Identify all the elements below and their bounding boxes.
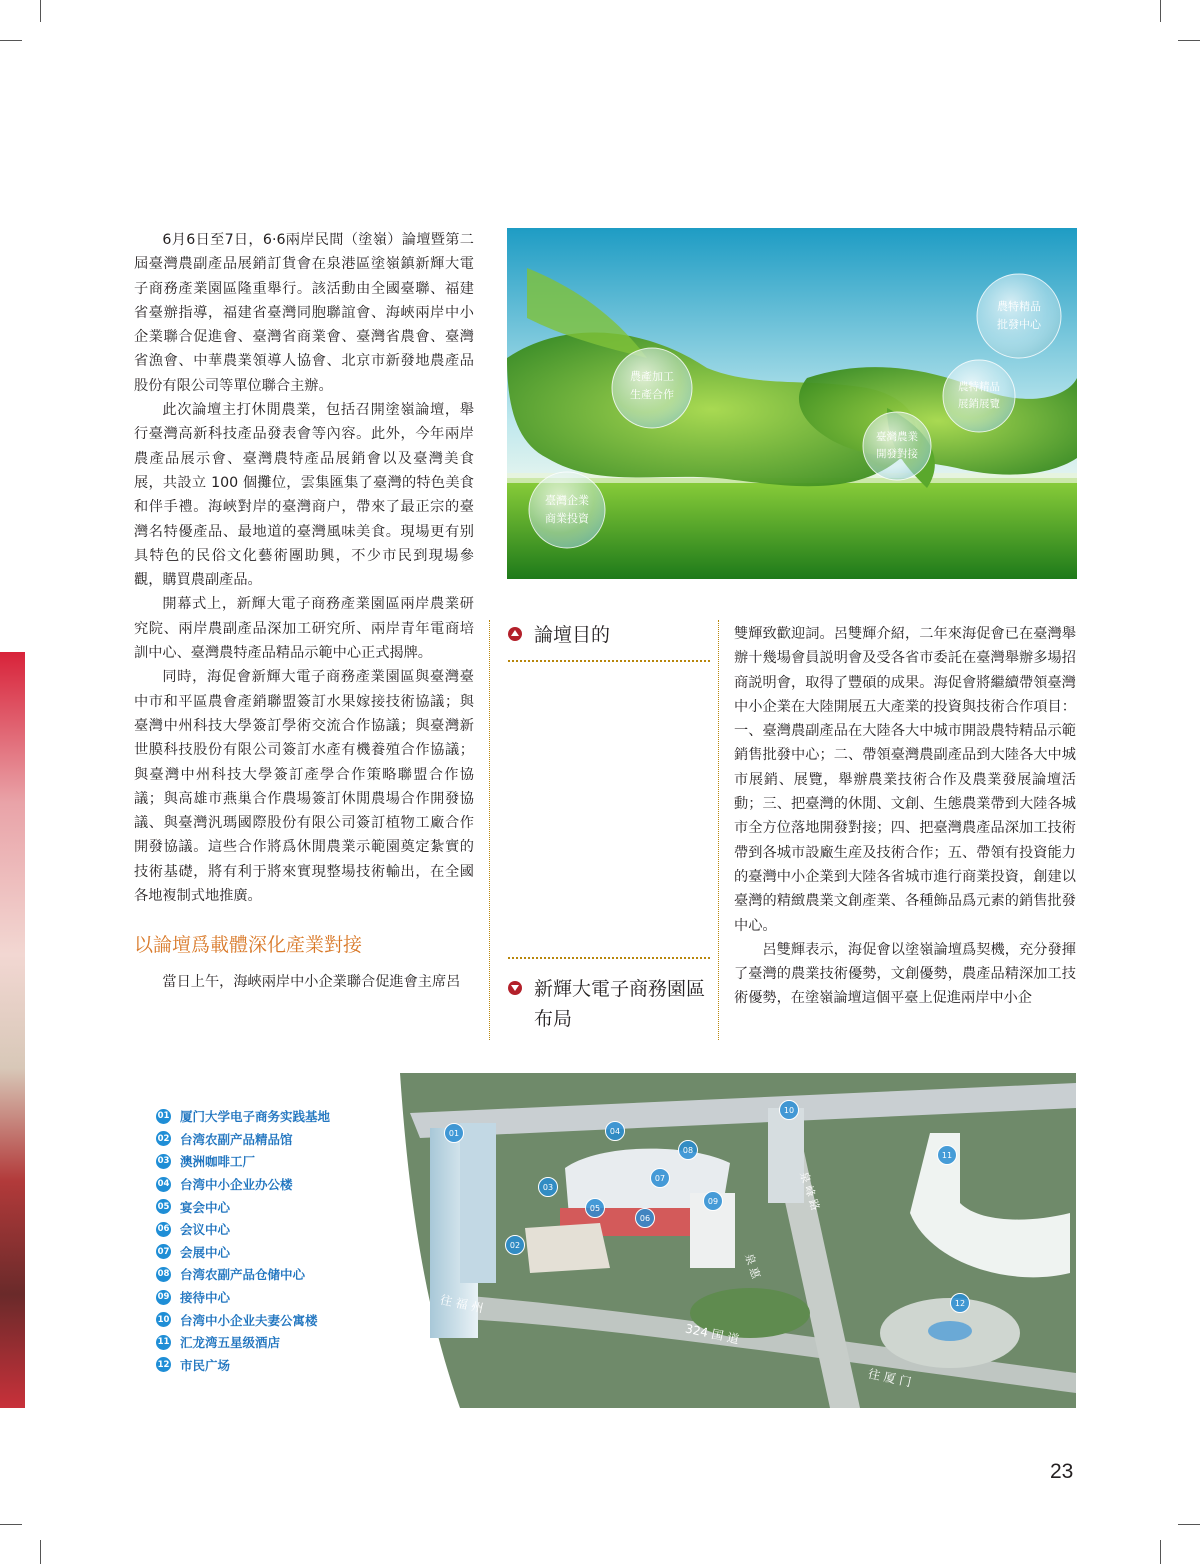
body-paragraph: 當日上午，海峽兩岸中小企業聯合促進會主席呂 (162, 974, 461, 991)
section-divider (508, 957, 710, 959)
legend-item: 10 台湾中小企业夫妻公寓楼 (157, 1312, 318, 1328)
legend-item: 03 澳洲咖啡工厂 (157, 1154, 256, 1170)
body-paragraph: 呂雙輝表示，海促會以塗嶺論壇爲契機，充分發揮了臺灣的農業技術優勢，文創優勢，農產品精深加工技術優勢，在塗嶺論壇這個平臺上促進兩岸中小企 (734, 941, 1076, 1007)
bubble-text: 臺灣企業 (545, 494, 589, 507)
map-pin: 12 (950, 1293, 970, 1313)
bubble-text: 農特精品 (997, 300, 1041, 313)
bubble-text: 開發對接 (876, 448, 918, 460)
map-pin: 06 (635, 1208, 655, 1228)
section-subheading: 以論壇爲載體深化產業對接 (134, 934, 363, 957)
body-paragraph: 6月6日至7日，6·6兩岸民間（塗嶺）論壇暨第二屆臺灣農副產品展銷訂貨會在泉港區塗嶺鎮新輝大電子商務產業園區隆重舉行。該活動由全國臺聯、福建省臺辦指導，福建省臺灣同胞聯誼會、海峽兩岸中小企業聯合促進會、臺灣省商業會、臺灣省農會、臺灣省漁會、中華農業領導人協會、北京市新發地農產品股份有限公司等單位聯合主辦。 (134, 232, 474, 394)
triangle-up-icon (508, 627, 522, 641)
bubble (943, 360, 1015, 432)
map-pin: 04 (605, 1121, 625, 1141)
legend-item: 06 会议中心 (157, 1222, 231, 1238)
page-number: 23 (1050, 1460, 1074, 1483)
legend-item: 04 台湾中小企业办公楼 (157, 1177, 293, 1193)
crop-mark (1160, 0, 1161, 22)
legend-item: 07 会展中心 (157, 1244, 231, 1260)
legend-item: 11 汇龙湾五星级酒店 (157, 1335, 281, 1351)
section-title-text: 新輝大電子商務園區 (534, 978, 706, 1000)
crop-mark (0, 40, 22, 41)
body-paragraph: 同時，海促會新輝大電子商務產業園區與臺灣臺中市和平區農會產銷聯盟簽訂水果嫁接技術協議；與臺灣中州科技大學簽訂學術交流合作協議；與臺灣新世膜科技股份有限公司簽訂水產有機養殖合作協議；與臺灣中州科技大學簽訂產學合作策略聯盟合作協議；與高雄市燕巢合作農場簽訂休閒農場合作開發協議、與臺灣汎瑪國際股份有限公司簽訂植物工廠合作開發協議。這些合作將爲休閒農業示範園奠定紮實的技術基礎，將有利于將來實現整場技術輸出，在全國各地複制式地推廣。 (134, 669, 474, 905)
road-label: 泉 峰 路 (797, 1170, 822, 1213)
column-divider (718, 620, 719, 1040)
road-label: 往 厦 门 (866, 1366, 913, 1390)
road-label: 324 国 道 (684, 1321, 741, 1347)
crop-mark (1178, 1524, 1200, 1525)
hero-leaf-handshake-image (507, 228, 1077, 579)
bubble-text: 生產合作 (630, 388, 674, 401)
legend-item: 09 接待中心 (157, 1290, 231, 1306)
bubble-text: 商業投資 (545, 512, 589, 525)
road-label: 泉 惠 (742, 1252, 763, 1281)
section-title-goal (508, 620, 718, 650)
crop-mark (0, 1524, 22, 1525)
body-paragraph: 雙輝致歡迎詞。呂雙輝介紹，二年來海促會已在臺灣舉辦十幾場會員説明會及受各省市委託在臺灣舉辦多場招商説明會，取得了豐碩的成果。海促會將繼續帶領臺灣中小企業在大陸開展五大產業的投資與技術合作項目：一、臺灣農副產品在大陸各大中城市開設農特精品示範銷售批發中心；二、帶領臺灣農副產品到大陸各大中城市展銷、展覽，舉辦農業技術合作及農業發展論壇活動；三、把臺灣的休閒、文創、生態農業帶到大陸各城市全方位落地開發對接；四、把臺灣農產品深加工技術帶到各城市設廠生産及技術合作；五、帶領有投資能力的臺灣中小企業到大陸各省城市進行商業投資，創建以臺灣的精緻農業文創產業、各種飾品爲元素的銷售批發中心。 (734, 626, 1076, 934)
bubble (612, 348, 692, 428)
bubble-text: 批發中心 (997, 318, 1041, 331)
bubble-text: 農產加工 (630, 370, 674, 383)
plan-legend (156, 1105, 330, 1376)
map-pin: 08 (678, 1140, 698, 1160)
legend-item: 01 厦门大学电子商务实践基地 (157, 1109, 331, 1125)
crop-mark (40, 1540, 41, 1564)
section-divider (508, 660, 710, 662)
bubble (863, 412, 931, 480)
legend-item: 12 市民广场 (157, 1357, 231, 1373)
map-pin: 11 (937, 1145, 957, 1165)
left-text-column (134, 228, 474, 995)
bubble-text: 農特精品 (958, 381, 1000, 393)
legend-item: 05 宴会中心 (157, 1199, 231, 1215)
section-title-text: 論壇目的 (534, 624, 611, 646)
crop-mark (1178, 40, 1200, 41)
bubble (529, 472, 605, 548)
body-paragraph: 開幕式上，新輝大電子商務產業園區兩岸農業研究院、兩岸農副產品深加工研究所、兩岸青年電商培訓中心、臺灣農特產品精品示範中心正式揭牌。 (134, 596, 474, 662)
right-text-column (734, 622, 1076, 1011)
map-pin: 10 (779, 1100, 799, 1120)
body-paragraph: 此次論壇主打休閒農業，包括召開塗嶺論壇，舉行臺灣高新科技產品發表會等內容。此外，今年兩岸農產品展示會、臺灣農特產品展銷會以及臺灣美食展，共設立 100 個攤位，雲集匯集了臺灣的特色美食和伴手禮。海峽對岸的臺灣商户，帶來了最正宗的臺灣名特優產品、最地道的臺灣風味美食。現場更有别具特色的民俗文化藝術團助興，不少市民到現場參觀，購買農副產品。 (134, 402, 474, 589)
map-pin: 05 (585, 1198, 605, 1218)
map-pin: 02 (505, 1235, 525, 1255)
bubble-text: 臺灣農業 (876, 431, 918, 443)
legend-item: 02 台湾农副产品精品馆 (157, 1131, 293, 1147)
facing-page-photo-strip (0, 652, 25, 1408)
bubble (977, 274, 1061, 358)
road-label: 往 福 州 (438, 1292, 485, 1316)
triangle-down-icon (508, 981, 522, 995)
column-divider (489, 620, 490, 1040)
map-pin: 09 (703, 1191, 723, 1211)
section-title-text: 布局 (534, 1008, 573, 1030)
crop-mark (1160, 1540, 1161, 1564)
map-pin: 01 (444, 1123, 464, 1143)
section-title-layout (508, 974, 718, 1034)
bubble-text: 展銷展覽 (958, 398, 1000, 410)
map-pin: 03 (538, 1177, 558, 1197)
crop-mark (40, 0, 41, 22)
map-pin: 07 (650, 1168, 670, 1188)
legend-item: 08 台湾农副产品仓储中心 (157, 1267, 306, 1283)
